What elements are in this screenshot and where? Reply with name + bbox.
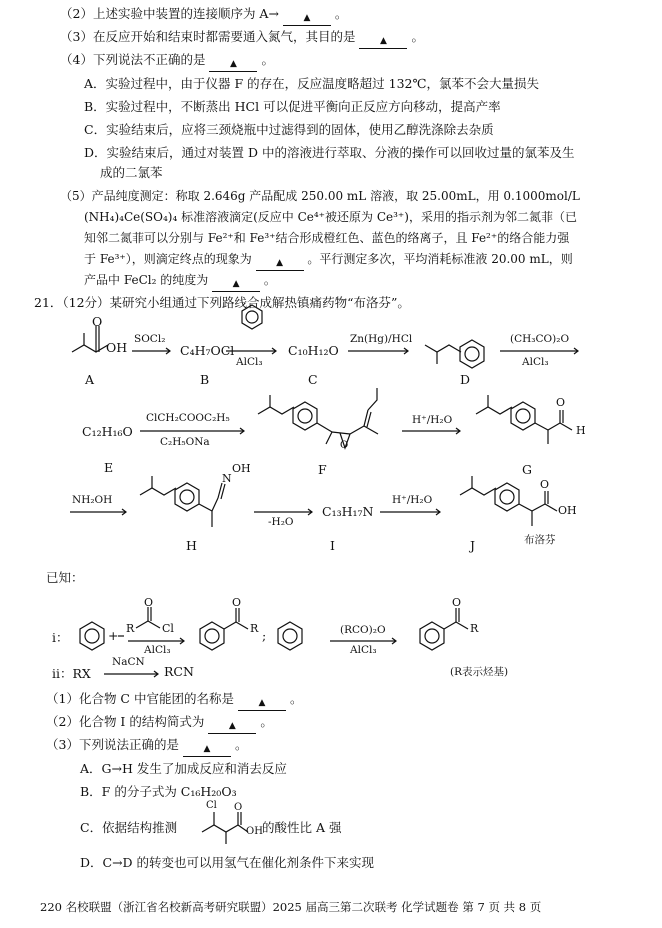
- answer-blank[interactable]: ▲: [238, 697, 286, 711]
- compound-j-chain: [460, 488, 496, 495]
- known-benzene-1: [80, 622, 104, 650]
- answer-blank[interactable]: ▲: [208, 720, 256, 734]
- q20-5-line5: 产品中 FeCl₂ 的纯度为 ▲ 。: [84, 272, 276, 292]
- reagent-alcl3: AlCl₃: [236, 356, 263, 368]
- known-i-cl: Cl: [162, 622, 174, 635]
- compound-h-oh: OH: [232, 462, 251, 475]
- q21-3-line: （3）下列说法正确的是 ▲ 。: [46, 737, 247, 757]
- compound-h-ring: [175, 483, 199, 511]
- compound-g-h: H: [576, 424, 586, 437]
- known-i-catalyst-2: AlCl₃: [350, 644, 377, 656]
- benzene-reagent: [242, 305, 262, 329]
- answer-blank[interactable]: ▲: [256, 257, 304, 271]
- known-ii-nacn: NaCN: [112, 656, 145, 668]
- known-i-product2-o: O: [452, 596, 462, 609]
- known-ii-product: RCN: [164, 664, 194, 679]
- formula-i: C₁₃H₁₇N: [322, 504, 374, 519]
- q20-5-line3: 知邻二氮菲可以分别与 Fe²⁺和 Fe³⁺结合形成橙红色、蓝色的络离子，且 Fe²⁺的络合能力强: [84, 231, 570, 245]
- q21-3-option-d: D．C→D 的转变也可以用氢气在催化剂条件下来实现: [80, 855, 375, 870]
- q20-4-option-d: D．实验结束后，通过对装置 D 中的溶液进行萃取、分液的操作可以回收过量的氯苯及生: [84, 145, 575, 160]
- label-j: J: [470, 538, 476, 553]
- compound-f-ring: [293, 402, 317, 430]
- compound-a-chain: [72, 345, 108, 352]
- reagent-nh2oh: NH₂OH: [72, 494, 113, 506]
- compound-g-ring: [511, 402, 535, 430]
- q20-5-line2: (NH₄)₄Ce(SO₄)₄ 标准溶液滴定(反应中 Ce⁴⁺被还原为 Ce³⁺)，采用的指示剂为邻二氮菲（已: [84, 210, 577, 224]
- known-note: (R表示烃基): [450, 666, 509, 678]
- label-f: F: [318, 462, 327, 477]
- reagent-h-h2o: H⁺/H₂O: [412, 414, 453, 426]
- q20-4-option-d-cont: 成的二氯苯: [100, 165, 163, 180]
- compound-j-ring: [495, 483, 519, 511]
- page-footer: 220 名校联盟（浙江省名校新高考研究联盟）2025 届高三第二次联考 化学试题卷 第 7 页 共 8 页: [40, 900, 542, 914]
- q20-4-option-b: B．实验过程中，不断蒸出 HCl 可以促进平衡向正反应方向移动，提高产率: [84, 99, 501, 114]
- known-i-catalyst: AlCl₃: [144, 644, 171, 656]
- reagent-chloroacetate: ClCH₂COOC₂H₅: [146, 412, 230, 424]
- answer-blank[interactable]: ▲: [212, 278, 260, 292]
- compound-a-o: O: [92, 314, 103, 329]
- compound-g-chain: [476, 407, 512, 414]
- reagent-acetic-anhydride: (CH₃CO)₂O: [510, 333, 570, 345]
- label-i: I: [330, 538, 335, 553]
- compound-j-oh: OH: [558, 504, 577, 517]
- compound-a-oh: OH: [106, 340, 128, 355]
- known-i-product-o: O: [232, 596, 242, 609]
- compound-j-o: O: [540, 478, 550, 491]
- option-c-o: O: [234, 802, 243, 813]
- known-benzene-2: [278, 622, 302, 650]
- q20-5-line1: （5）产品纯度测定：称取 2.646g 产品配成 250.00 mL 溶液，取 25.00mL，用 0.1000mol/L: [60, 189, 580, 203]
- q20-2-text: （2）上述实验中装置的连接顺序为 A→: [60, 6, 279, 21]
- reagent-h-h2o-2: H⁺/H₂O: [392, 494, 433, 506]
- compound-f-chain: [258, 407, 294, 414]
- q21-3-option-c-post: 的酸性比 A 强: [262, 820, 342, 835]
- q20-5-line4: 于 Fe³⁺），则滴定终点的现象为 ▲ 。平行测定多次，平均消耗标准液 20.00 mL，则: [84, 251, 573, 271]
- q21-heading: 21．（12分）某研究小组通过下列路线合成解热镇痛药物“布洛芬”。: [34, 295, 410, 310]
- known-i-r: R: [126, 622, 135, 635]
- compound-d-ring: [460, 340, 484, 368]
- compound-h-chain: [140, 488, 176, 495]
- reagent-alcl3-2: AlCl₃: [522, 356, 549, 368]
- option-c-oh: OH: [246, 826, 263, 837]
- q21-2-line: （2）化合物 I 的结构简式为 ▲ 。: [46, 714, 273, 734]
- compound-d-chain: [425, 345, 461, 352]
- q20-4-option-c: C．实验结束后，应将三颈烧瓶中过滤得到的固体，使用乙醇洗涤除去杂质: [84, 122, 494, 137]
- q21-3-option-b: B．F 的分子式为 C₁₆H₂₀O₃: [80, 784, 237, 799]
- reagent-socl2: SOCl₂: [134, 333, 166, 345]
- answer-blank[interactable]: ▲: [183, 743, 231, 757]
- known-i-label: i：: [52, 630, 69, 645]
- q20-2-line: （2）上述实验中装置的连接顺序为 A→ ▲ 。: [60, 6, 347, 26]
- product-name: 布洛芬: [524, 534, 556, 546]
- label-d: D: [460, 372, 471, 387]
- label-e: E: [104, 460, 114, 475]
- known-product-ring-2: [420, 622, 444, 650]
- label-g: G: [522, 462, 532, 477]
- q21-1-line: （1）化合物 C 中官能团的名称是 ▲ 。: [46, 691, 302, 711]
- formula-e: C₁₂H₁₆O: [82, 424, 133, 439]
- formula-b: C₄H₇OCl: [180, 343, 235, 358]
- compound-h-n: N: [222, 472, 232, 485]
- answer-blank[interactable]: ▲: [359, 35, 407, 49]
- answer-blank[interactable]: ▲: [283, 12, 331, 26]
- known-ii-label: ii：RX: [52, 666, 91, 681]
- option-c-cl: Cl: [206, 800, 217, 811]
- q20-4-option-a: A．实验过程中，由于仪器 F 的存在，反应温度略超过 132℃，氯苯不会大量损失: [84, 76, 539, 91]
- known-i-product2-r: R: [470, 622, 479, 635]
- q21-3-option-a: A．G→H 发生了加成反应和消去反应: [80, 761, 287, 776]
- known-i-product-r: R: [250, 622, 259, 635]
- label-a: A: [85, 372, 95, 387]
- q20-3-line: （3）在反应开始和结束时都需要通入氮气，其目的是 ▲ 。: [60, 29, 424, 49]
- q20-4-line: （4）下列说法不正确的是 ▲ 。: [60, 52, 274, 72]
- q21-3-option-c-pre: C．依据结构推测: [80, 820, 178, 835]
- reagent-naoet: C₂H₅ONa: [160, 436, 210, 448]
- known-i-anhydride: (RCO)₂O: [340, 624, 386, 636]
- answer-blank[interactable]: ▲: [209, 58, 257, 72]
- compound-f-epoxide-o: O: [340, 440, 349, 451]
- reagent-minus-h2o: -H₂O: [268, 516, 294, 528]
- label-b: B: [200, 372, 210, 387]
- formula-c: C₁₀H₁₂O: [288, 343, 339, 358]
- label-c: C: [308, 372, 318, 387]
- known-heading: 已知：: [46, 570, 84, 585]
- label-h: H: [186, 538, 197, 553]
- known-product-ring-1: [200, 622, 224, 650]
- option-c-structure: [202, 825, 238, 832]
- known-i-o: O: [144, 596, 154, 609]
- compound-g-o: O: [556, 396, 566, 409]
- reagent-zn-hg-hcl: Zn(Hg)/HCl: [350, 333, 413, 345]
